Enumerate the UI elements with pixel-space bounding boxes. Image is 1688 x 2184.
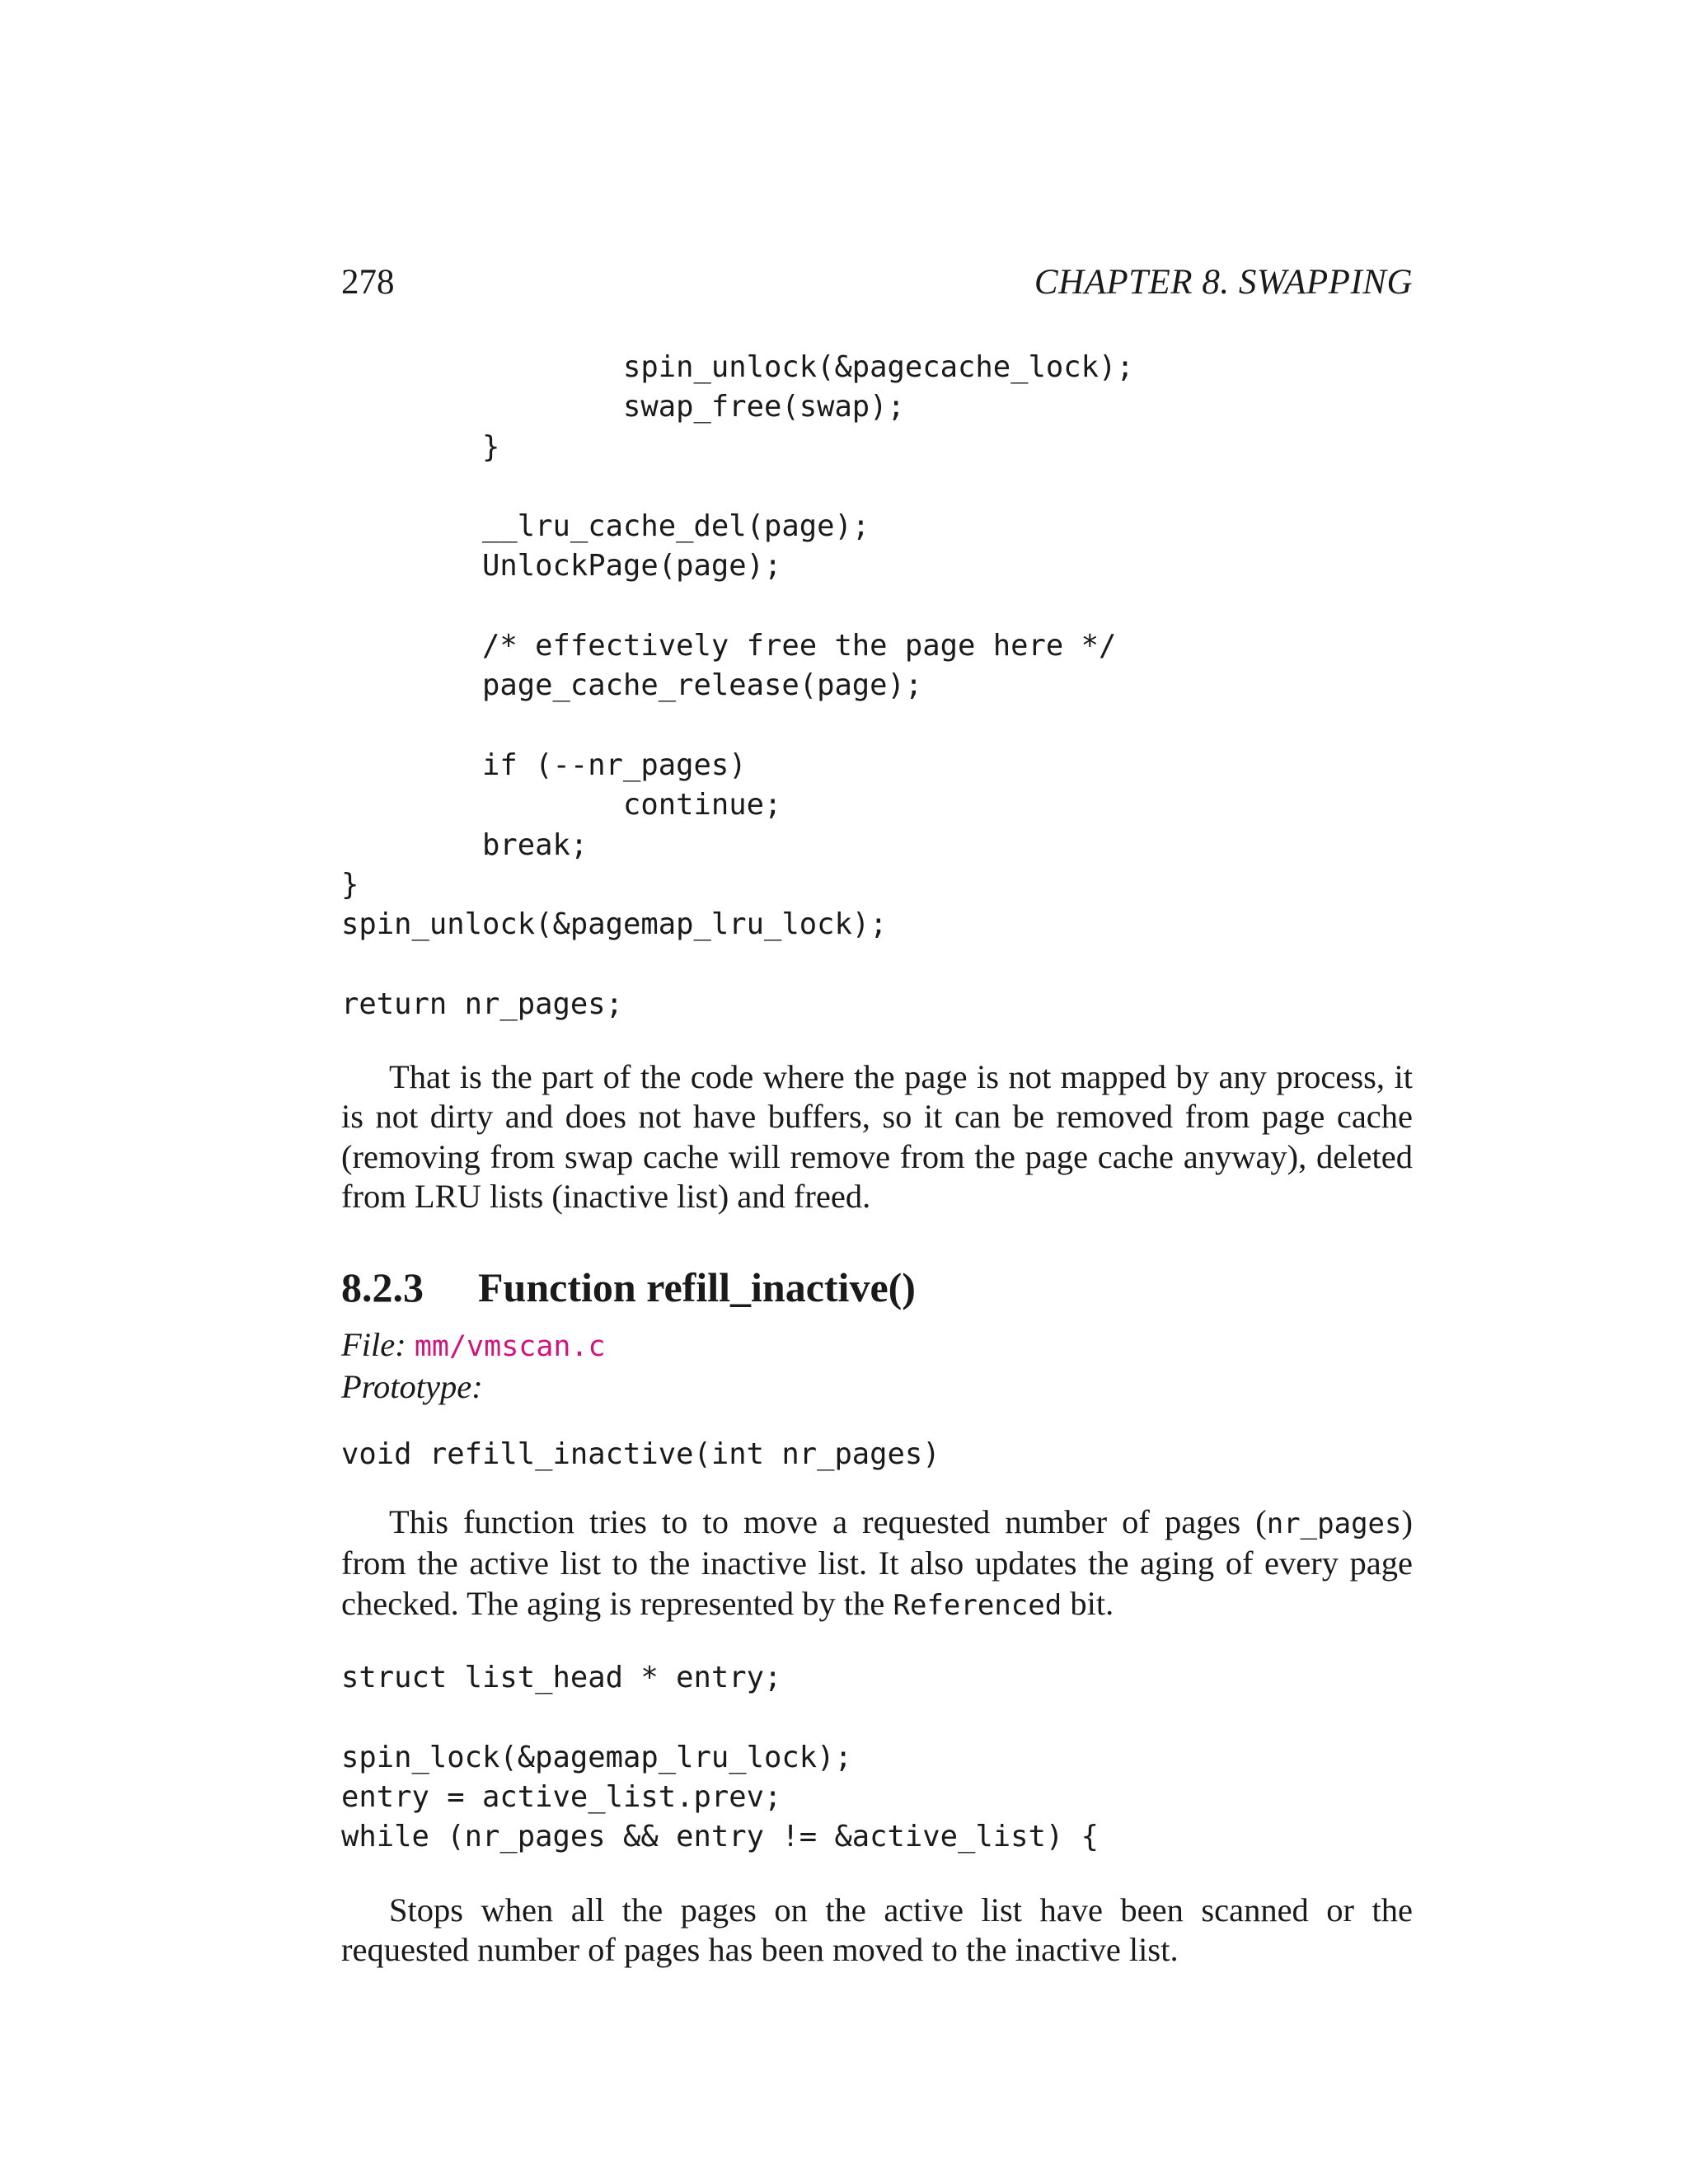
paragraph-refill-text-2: ) from the active list to the inactive list. It also updates the aging of every page checked. The aging is represented by the: [341, 1503, 1413, 1622]
paragraph-stop-condition: [341, 1891, 1413, 1971]
code-line: [341, 944, 1413, 984]
paragraph-refill-text-3: bit.: [1062, 1584, 1114, 1622]
code-line: /* effectively free the page here */: [341, 629, 1117, 663]
code-line: spin_lock(&pagemap_lru_lock);: [341, 1740, 852, 1774]
code-line: [341, 1698, 1413, 1737]
paragraph-refill-text-1: This function tries to to move a requested number of pages (: [389, 1503, 1267, 1541]
code-line: if (--nr_pages): [341, 748, 747, 782]
code-line: __lru_cache_del(page);: [341, 509, 870, 544]
file-label: File:: [341, 1326, 406, 1364]
section-number: 8.2.3: [341, 1264, 424, 1311]
code-line: struct list_head * entry;: [341, 1661, 782, 1695]
code-line: }: [341, 429, 500, 464]
code-line: return nr_pages;: [341, 987, 623, 1021]
file-line: [341, 1325, 1413, 1366]
code-line: break;: [341, 827, 588, 862]
code-block-refill-loop: [341, 1658, 1413, 1857]
inline-code-referenced: Referenced: [893, 1588, 1062, 1622]
code-line: page_cache_release(page);: [341, 668, 923, 703]
code-line: spin_unlock(&pagemap_lru_lock);: [341, 907, 888, 942]
section-heading: [341, 1263, 1413, 1312]
inline-code-nr-pages: nr_pages: [1266, 1507, 1402, 1541]
code-line: [341, 467, 1413, 507]
code-line: continue;: [341, 788, 782, 823]
chapter-title: CHAPTER 8. SWAPPING: [1034, 263, 1413, 302]
page-number: 278: [341, 263, 395, 302]
prototype-code-line: void refill_inactive(int nr_pages): [341, 1436, 940, 1471]
running-header: [341, 262, 1413, 305]
prototype-label: Prototype:: [341, 1367, 483, 1405]
code-block-swap-cleanup: [341, 348, 1413, 1024]
code-line: [341, 706, 1413, 746]
paragraph-page-removal-text: That is the part of the code where the page is not mapped by any process, it is not dirty and does not have buffers, so it can be removed from page cache (removing from swap cache will remove from the page cache anyway), deleted from LRU lists (inactive list) and freed.: [341, 1058, 1413, 1215]
section-title: Function refill_inactive(): [478, 1264, 916, 1311]
file-link[interactable]: mm/vmscan.c: [414, 1330, 606, 1364]
paragraph-stop-condition-text: Stops when all the pages on the active list have been scanned or the requested number of pages has been moved to the inactive list.: [341, 1891, 1413, 1968]
code-line: [341, 587, 1413, 626]
prototype-line: [341, 1367, 1413, 1407]
code-line: }: [341, 867, 359, 902]
code-line: UnlockPage(page);: [341, 549, 782, 583]
paragraph-page-removal: [341, 1057, 1413, 1216]
code-line: entry = active_list.prev;: [341, 1779, 782, 1814]
paragraph-refill-description: [341, 1502, 1413, 1625]
prototype-code: [341, 1435, 1413, 1474]
book-page: [341, 262, 1413, 1970]
code-line: spin_unlock(&pagecache_lock);: [341, 350, 1134, 384]
code-line: swap_free(swap);: [341, 390, 905, 424]
code-line: while (nr_pages && entry != &active_list) {: [341, 1820, 1100, 1854]
